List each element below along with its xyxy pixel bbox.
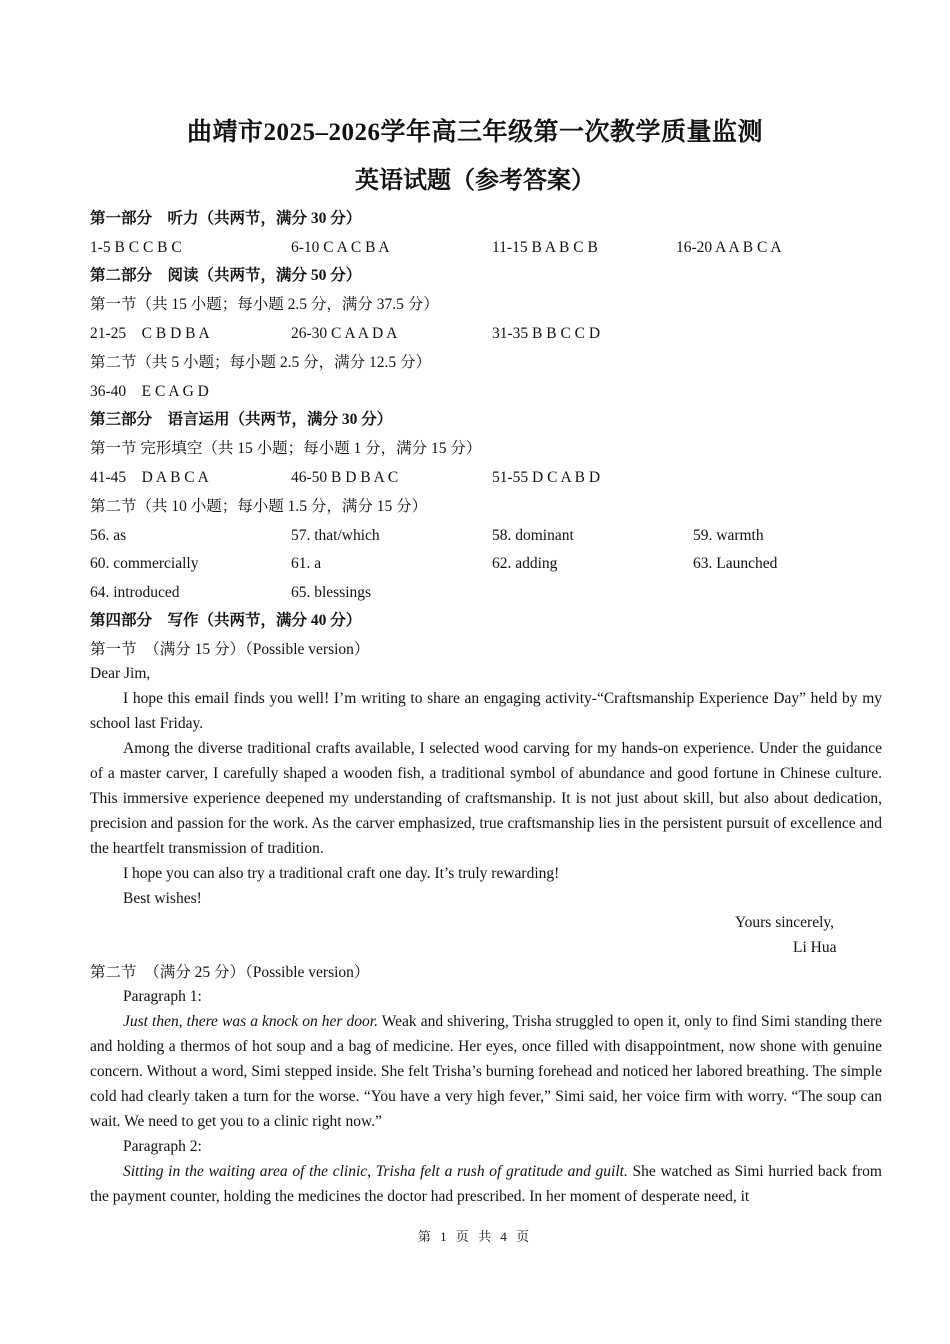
answer-group: 46-50 B D B A C: [291, 469, 399, 486]
grammar-answer: 58. dominant: [492, 527, 574, 544]
answer-group: 16-20 A A B C A: [676, 239, 782, 256]
grammar-answer: 56. as: [90, 527, 127, 544]
answer-group: 36-40 E C A G D: [90, 383, 209, 400]
story-text: She watched as Simi hurried back from the payment counter, holding the medicines the doctor had prescribed. In her moment of desperate need, it: [90, 1163, 882, 1205]
grammar-answer: 57. that/which: [291, 527, 380, 544]
story-lead-sentence: Sitting in the waiting area of the clinic, Trisha felt a rush of gratitude and guilt.: [123, 1163, 628, 1180]
paragraph-label: Paragraph 1:: [123, 988, 202, 1005]
paragraph-label: Paragraph 2:: [123, 1138, 202, 1155]
grammar-answer: 64. introduced: [90, 584, 180, 601]
part3-section2: 第二节（共 10 小题；每小题 1.5 分，满分 15 分）: [90, 498, 428, 515]
letter-signature: Li Hua: [793, 939, 837, 956]
part4-section2: 第二节 （满分 25 分）（Possible version）: [90, 964, 370, 981]
page-title: 曲靖市2025–2026学年高三年级第一次教学质量监测: [186, 119, 763, 146]
letter-paragraph: Among the diverse traditional crafts available, I selected wood carving for my hands-on experience. Under the guidance of a master carver, I carefully shaped a wooden fish, a traditional symbol of abundance and good fortune in Chinese culture. This immersive experience deepened my understanding of craftsmanship. It is not just about skill, but also about dedication, precision and passion for the work. As the carver emphasized, true craftsmanship lies in the persistent pursuit of excellence and the heartfelt transmission of tradition.: [90, 740, 882, 857]
answer-group: 41-45 D A B C A: [90, 469, 209, 486]
answer-group: 51-55 D C A B D: [492, 469, 601, 486]
answer-group: 6-10 C A C B A: [291, 239, 390, 256]
letter-closing: Yours sincerely,: [735, 914, 835, 931]
part4-section1: 第一节 （满分 15 分）（Possible version）: [90, 641, 370, 658]
part4-heading: 第四部分 写作（共两节，满分 40 分）: [90, 612, 362, 629]
answer-group: 1-5 B C C B C: [90, 239, 182, 256]
letter-greeting: Dear Jim,: [90, 665, 151, 682]
part1-heading: 第一部分 听力（共两节，满分 30 分）: [90, 210, 362, 227]
grammar-answer: 63. Launched: [693, 555, 778, 572]
answer-group: 26-30 C A A D A: [291, 325, 398, 342]
grammar-answer: 61. a: [291, 555, 322, 572]
grammar-answer: 60. commercially: [90, 555, 199, 572]
answer-group: 11-15 B A B C B: [492, 239, 598, 256]
story-text: Weak and shivering, Trisha struggled to open it, only to find Simi standing there and holding a thermos of hot soup and a bag of medicine. Her eyes, once filled with disappointment, now shone with genuine concern. Without a word, Simi stepped inside. She felt Trisha’s burning forehead and noticed her labored breathing. The simple cold had clearly taken a turn for the worse. “You have a very high fever,” Simi said, her voice firm with worry. “The soup can wait. We need to get you to a clinic right now.”: [90, 1013, 882, 1130]
letter-wishes: Best wishes!: [123, 890, 202, 907]
grammar-answer: 65. blessings: [291, 584, 372, 601]
answer-group: 31-35 B B C C D: [492, 325, 601, 342]
part2-heading: 第二部分 阅读（共两节，满分 50 分）: [90, 267, 362, 284]
letter-paragraph: I hope you can also try a traditional craft one day. It’s truly rewarding!: [123, 865, 560, 882]
grammar-answer: 62. adding: [492, 555, 558, 572]
page-number: 第 1 页 共 4 页: [417, 1229, 533, 1244]
grammar-answer: 59. warmth: [693, 527, 764, 544]
answer-group: 21-25 C B D B A: [90, 325, 210, 342]
part2-section1: 第一节（共 15 小题；每小题 2.5 分，满分 37.5 分）: [90, 296, 439, 313]
part3-heading: 第三部分 语言运用（共两节，满分 30 分）: [90, 411, 393, 428]
page-subtitle: 英语试题（参考答案）: [355, 168, 595, 194]
part2-section2: 第二节（共 5 小题；每小题 2.5 分，满分 12.5 分）: [90, 354, 432, 371]
story-lead-sentence: Just then, there was a knock on her door.: [123, 1013, 378, 1030]
story-paragraph: [90, 1009, 882, 1134]
part3-section1: 第一节 完形填空（共 15 小题；每小题 1 分，满分 15 分）: [90, 440, 482, 457]
story-paragraph: [90, 1159, 882, 1209]
letter-paragraph: I hope this email finds you well! I’m writing to share an engaging activity-“Craftsmanship Experience Day” held by my school last Friday.: [90, 690, 882, 732]
